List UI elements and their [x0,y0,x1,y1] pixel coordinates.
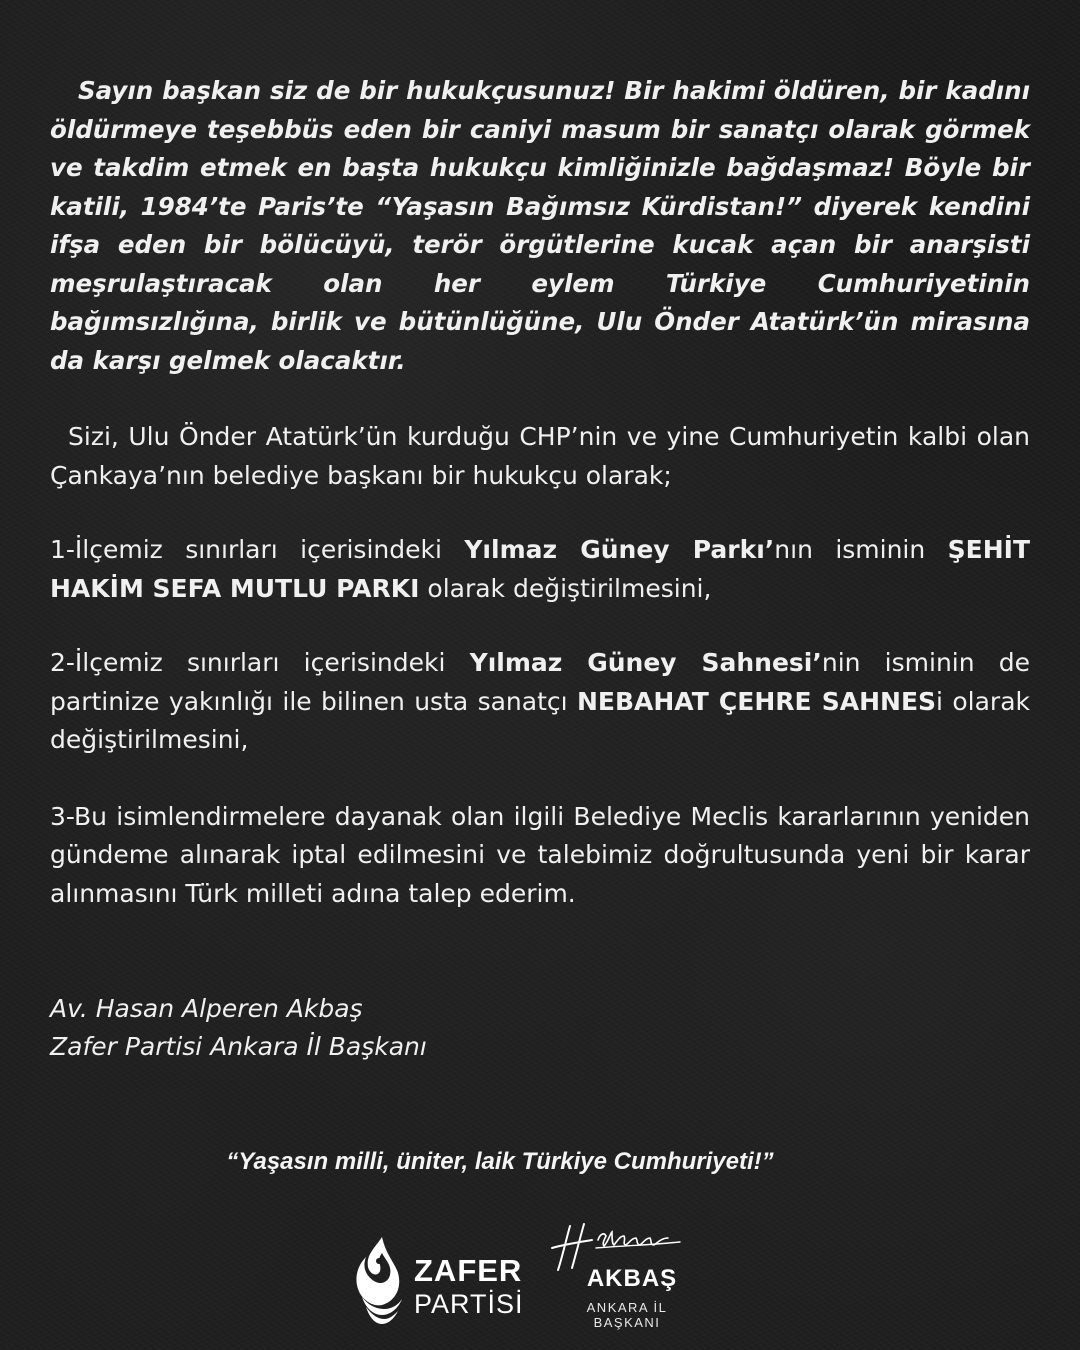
request-item-1 [50,531,1030,608]
item2-suffix: i olarak değiştirilmesini, [50,686,1031,754]
item2-prefix: 2-İlçemiz sınırları içerisindeki [50,648,470,677]
item2-bold-new-name: NEBAHAT ÇEHRE SAHNES [576,686,937,716]
intro-paragraph [50,72,1030,380]
signature-logo-name: AKBAŞ [586,1265,678,1292]
item1-mid: nın isminin [774,535,948,564]
intro-text: Sayın başkan siz de bir hukukçusunuz! Bir hakimi öldüren, bir kadını öldürmeye teşebbüs eden bir caniyi masum bir sanatçı olarak görmek ve takdim etmek en başta hukukçu kimliğinizle bağdaşmaz! Böyle bir katili, 1984’te Paris’te “Yaşasın Bağımsız Kürdistan!” diyerek kendini ifşa eden bir bölücüyü, terör örgütlerine kucak açan bir anarşisti meşrulaştıracak olan her eylem Türkiye Cumhuriyetinin bağımsızlığına, birlik ve bütünlüğüne, Ulu Önder Atatürk’ün mirasına da karşı gelmek olacaktır. [50,76,1030,375]
item1-suffix: olarak değiştirilmesini, [419,573,712,603]
signature-name: Av. Hasan Alperen Akbaş [50,994,363,1023]
flame-icon [352,1235,408,1325]
item1-bold-new-name: ŞEHİT HAKİM SEFA MUTLU PARKI [50,535,1031,603]
request-item-3 [50,798,1030,914]
address-text: Sizi, Ulu Önder Atatürk’ün kurduğu CHP’nin ve yine Cumhuriyetin kalbi olan Çankaya’nın belediye başkanı bir hukukçu olarak; [50,422,1030,490]
item3-text: 3-Bu isimlendirmelere dayanak olan ilgili Belediye Meclis kararlarının yeniden gündeme alınarak iptal edilmesini ve talebimiz doğrultusunda yeni bir karar alınmasını Türk milleti adına talep ederim. [50,801,1030,908]
item2-mid: nin isminin de partinize yakınlığı ile bilinen usta sanatçı [50,648,1030,716]
signature-title: Zafer Partisi Ankara İl Başkanı [50,1032,427,1061]
item1-bold-park-name: Yılmaz Güney Parkı’ [464,535,775,564]
item2-bold-stage-name: Yılmaz Güney Sahnesi’ [469,648,822,677]
letter-body [50,72,1030,913]
signature-logo-subtitle: ANKARA İL BAŞKANI [586,1300,668,1330]
closing-slogan: “Yaşasın milli, üniter, laik Türkiye Cumhuriyeti!” [226,1148,774,1175]
address-paragraph [50,418,1030,495]
signature-logo [540,1218,690,1328]
item1-prefix: 1-İlçemiz sınırları içerisindeki [50,535,465,564]
signature-block [50,990,427,1066]
party-name-line1: ZAFER [414,1253,523,1288]
request-item-2 [50,644,1030,760]
zafer-partisi-logo [352,1235,524,1325]
party-name-line2: PARTİSİ [414,1289,524,1319]
